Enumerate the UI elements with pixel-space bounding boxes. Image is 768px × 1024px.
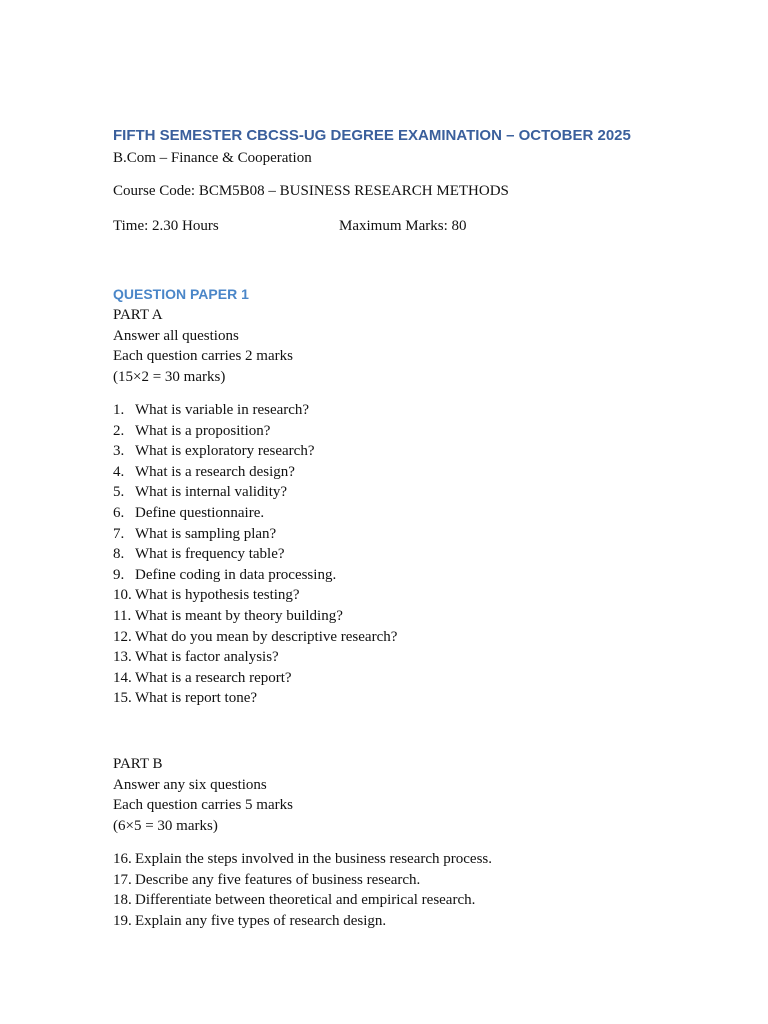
question-paper-title: QUESTION PAPER 1 (113, 286, 249, 302)
question-number: 7. (113, 525, 125, 542)
course-code-line: Course Code: BCM5B08 – BUSINESS RESEARCH METHODS (113, 183, 509, 199)
question-text: What is internal validity? (135, 484, 288, 501)
question-text: Differentiate between theoretical and empirical research. (135, 892, 476, 909)
part-b-instruction: Answer any six questions (113, 776, 267, 793)
part-a-total: (15×2 = 30 marks) (113, 368, 226, 385)
question-number: 17. (113, 871, 132, 888)
part-b-total: (6×5 = 30 marks) (113, 817, 218, 834)
question-number: 2. (113, 422, 125, 439)
question-number: 14. (113, 669, 132, 686)
question-text: Define coding in data processing. (135, 566, 337, 583)
question-number: 9. (113, 566, 125, 583)
list-item (113, 606, 397, 627)
question-text: What is a proposition? (135, 422, 271, 439)
question-number: 6. (113, 504, 125, 521)
list-item (113, 585, 397, 606)
question-text: What do you mean by descriptive research? (135, 628, 398, 645)
question-text: Describe any five features of business research. (135, 871, 421, 888)
list-item (113, 482, 397, 503)
question-number: 18. (113, 892, 132, 909)
list-item (113, 400, 397, 421)
list-item (113, 421, 397, 442)
list-item (113, 849, 492, 870)
list-item (113, 503, 397, 524)
question-text: What is a research design? (135, 463, 295, 480)
question-text: What is report tone? (135, 690, 258, 707)
exam-title: FIFTH SEMESTER CBCSS-UG DEGREE EXAMINATION – OCTOBER 2025 (113, 127, 631, 144)
part-a-question-list (113, 400, 397, 709)
part-a-instruction: Answer all questions (113, 327, 239, 344)
list-item (113, 441, 397, 462)
time-marks-row (113, 216, 467, 236)
list-item (113, 688, 397, 709)
question-text: What is variable in research? (135, 402, 310, 418)
question-text: What is frequency table? (135, 546, 285, 563)
question-text: Explain any five types of research design. (135, 912, 387, 929)
part-a-title: PART A (113, 307, 163, 323)
question-number: 8. (113, 546, 125, 563)
question-number: 10. (113, 587, 132, 604)
time-allowed: Time: 2.30 Hours (113, 218, 219, 234)
question-text: What is a research report? (135, 669, 292, 686)
question-number: 12. (113, 628, 132, 645)
list-item (113, 647, 397, 668)
question-text: What is sampling plan? (135, 525, 277, 542)
list-item (113, 890, 492, 911)
list-item (113, 627, 397, 648)
question-number: 11. (113, 607, 132, 624)
question-text: What is factor analysis? (135, 649, 279, 666)
question-number: 4. (113, 463, 125, 480)
list-item (113, 870, 492, 891)
question-text: Explain the steps involved in the business research process. (135, 851, 492, 867)
question-number: 13. (113, 649, 132, 666)
programme-line: B.Com – Finance & Cooperation (113, 150, 312, 166)
list-item (113, 911, 492, 932)
question-text: What is meant by theory building? (135, 607, 343, 624)
part-a-marks-note: Each question carries 2 marks (113, 348, 293, 365)
maximum-marks: Maximum Marks: 80 (339, 218, 467, 234)
list-item (113, 462, 397, 483)
part-b-title: PART B (113, 756, 163, 772)
question-number: 19. (113, 912, 132, 929)
question-text: What is exploratory research? (135, 443, 315, 460)
part-b-header (113, 754, 293, 836)
list-item (113, 544, 397, 565)
question-number: 3. (113, 443, 125, 460)
list-item (113, 668, 397, 689)
list-item (113, 524, 397, 545)
question-number: 1. (113, 402, 125, 418)
question-number: 5. (113, 484, 125, 501)
list-item (113, 565, 397, 586)
question-number: 15. (113, 690, 132, 707)
question-number: 16. (113, 851, 132, 867)
part-a-header (113, 305, 293, 387)
question-text: Define questionnaire. (135, 504, 265, 521)
part-b-marks-note: Each question carries 5 marks (113, 797, 293, 814)
part-b-question-list (113, 849, 492, 931)
question-text: What is hypothesis testing? (135, 587, 300, 604)
